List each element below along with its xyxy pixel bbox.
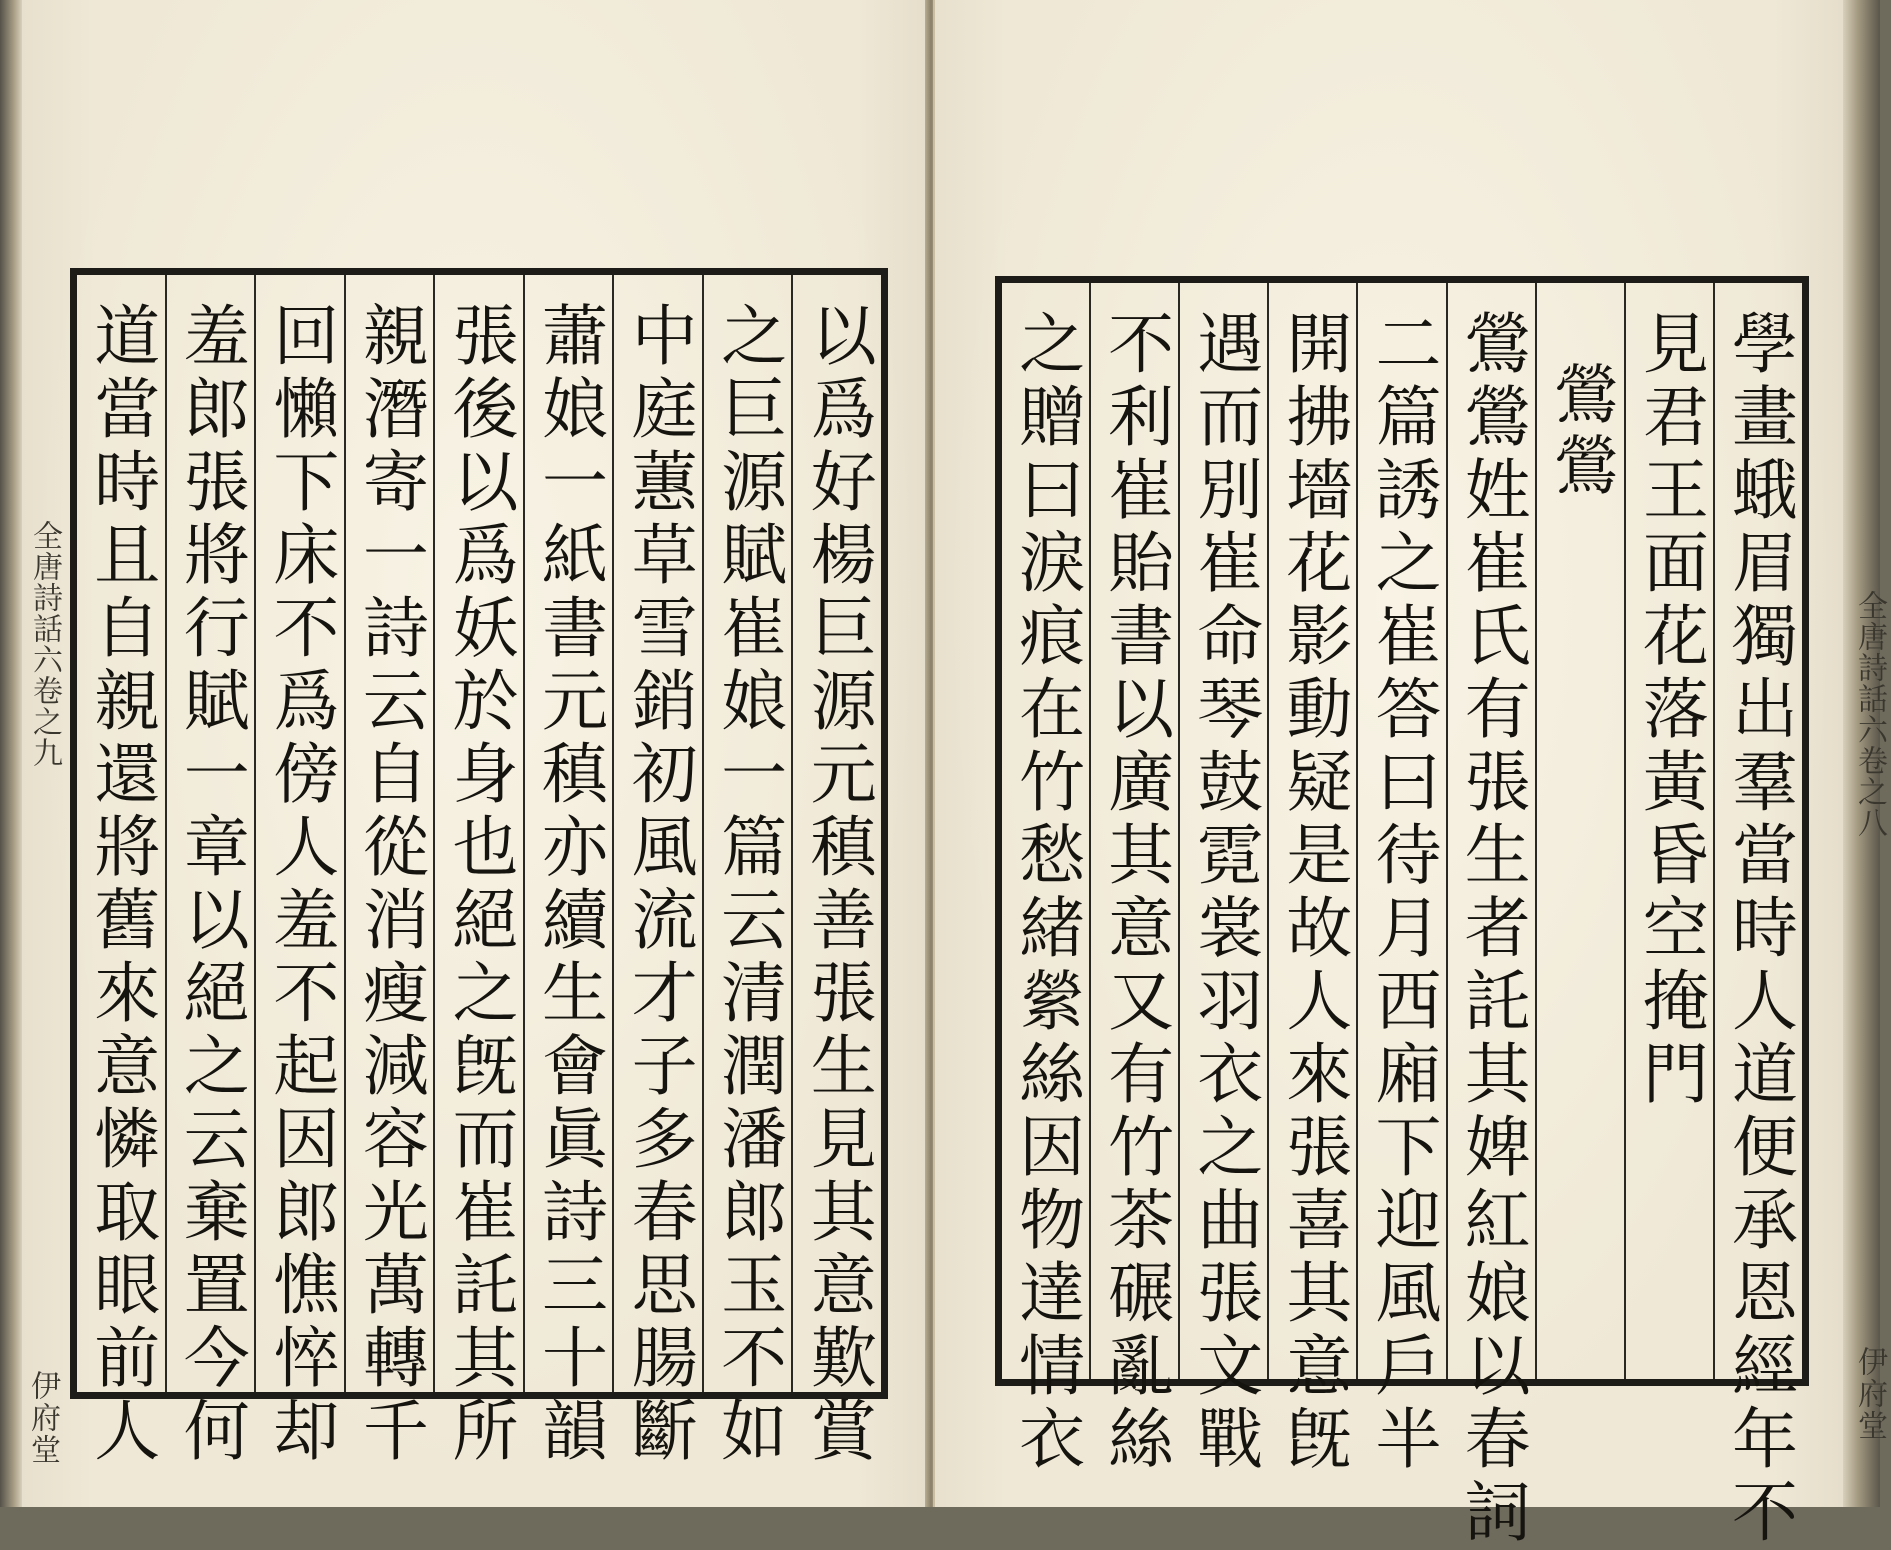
column-text: 二篇誘之崔答曰待月西廂下迎風戶半 — [1364, 309, 1441, 1477]
left-text-block — [70, 268, 888, 1469]
left-column-1 — [791, 275, 881, 1469]
column-text: 學畫蛾眉獨出羣當時人道便承恩經年不 — [1720, 309, 1798, 1550]
column-text: 羞郎張將行賦一章以絕之云棄置今何 — [172, 301, 250, 1469]
column-text: 之贈曰淚痕在竹愁緒縈絲因物達情衣 — [1007, 309, 1085, 1477]
right-text-block — [995, 276, 1809, 1550]
right-column-3-heading — [1535, 283, 1624, 1379]
right-column-1 — [1713, 283, 1802, 1550]
column-text: 道當時且自親還將舊來意憐取眼前人 — [82, 301, 160, 1469]
left-column-4 — [523, 275, 613, 1469]
right-column-9 — [1002, 283, 1089, 1477]
column-text: 遇而別崔命琴鼓霓裳羽衣之曲張文戰 — [1185, 309, 1263, 1477]
column-text: 之巨源賦崔娘一篇云清潤潘郎玉不如 — [709, 301, 787, 1469]
column-text: 中庭蕙草雪銷初風流才子多春思腸斷 — [620, 301, 698, 1469]
column-text: 張後以爲妖於身也絕之旣而崔託其所 — [440, 301, 518, 1469]
left-column-3 — [612, 275, 702, 1469]
column-text: 蕭娘一紙書元稹亦續生會眞詩三十韻 — [530, 301, 608, 1469]
right-fold-publisher: 伊府堂 — [1852, 1346, 1887, 1442]
right-column-4 — [1446, 283, 1535, 1550]
right-column-6 — [1267, 283, 1356, 1477]
right-column-2 — [1624, 283, 1713, 1379]
column-text: 開拂墻花影動疑是故人來張喜其意旣 — [1274, 309, 1352, 1477]
section-heading: 鶯鶯 — [1543, 361, 1618, 503]
left-column-8 — [165, 275, 255, 1469]
right-fold-title: 全唐詩話六卷之八 — [1852, 590, 1887, 838]
right-page — [933, 0, 1845, 1550]
left-fold-title: 全唐詩話六卷之九 — [27, 520, 62, 768]
left-column-9 — [77, 275, 165, 1469]
column-text: 不利崔貽書以廣其意又有竹茶碾亂絲 — [1096, 309, 1174, 1477]
left-page — [22, 0, 931, 1507]
column-text: 回懶下床不爲傍人羞不起因郎憔悴却 — [261, 301, 339, 1469]
left-column-7 — [254, 275, 344, 1469]
book-edge-left — [0, 0, 22, 1507]
column-text: 見君王面花落黃昏空掩門 — [1631, 309, 1709, 1112]
column-text: 以爲好楊巨源元稹善張生見其意歎賞 — [799, 301, 877, 1469]
right-column-7 — [1178, 283, 1267, 1477]
column-text: 親潛寄一詩云自從消瘦減容光萬轉千 — [351, 301, 429, 1469]
right-column-5 — [1356, 283, 1445, 1477]
left-column-6 — [344, 275, 434, 1469]
left-column-5 — [433, 275, 523, 1469]
right-column-8 — [1089, 283, 1178, 1477]
left-column-2 — [702, 275, 792, 1469]
left-fold-publisher: 伊府堂 — [25, 1370, 60, 1466]
column-text: 鶯鶯姓崔氏有張生者託其婢紅娘以春詞 — [1453, 309, 1531, 1550]
